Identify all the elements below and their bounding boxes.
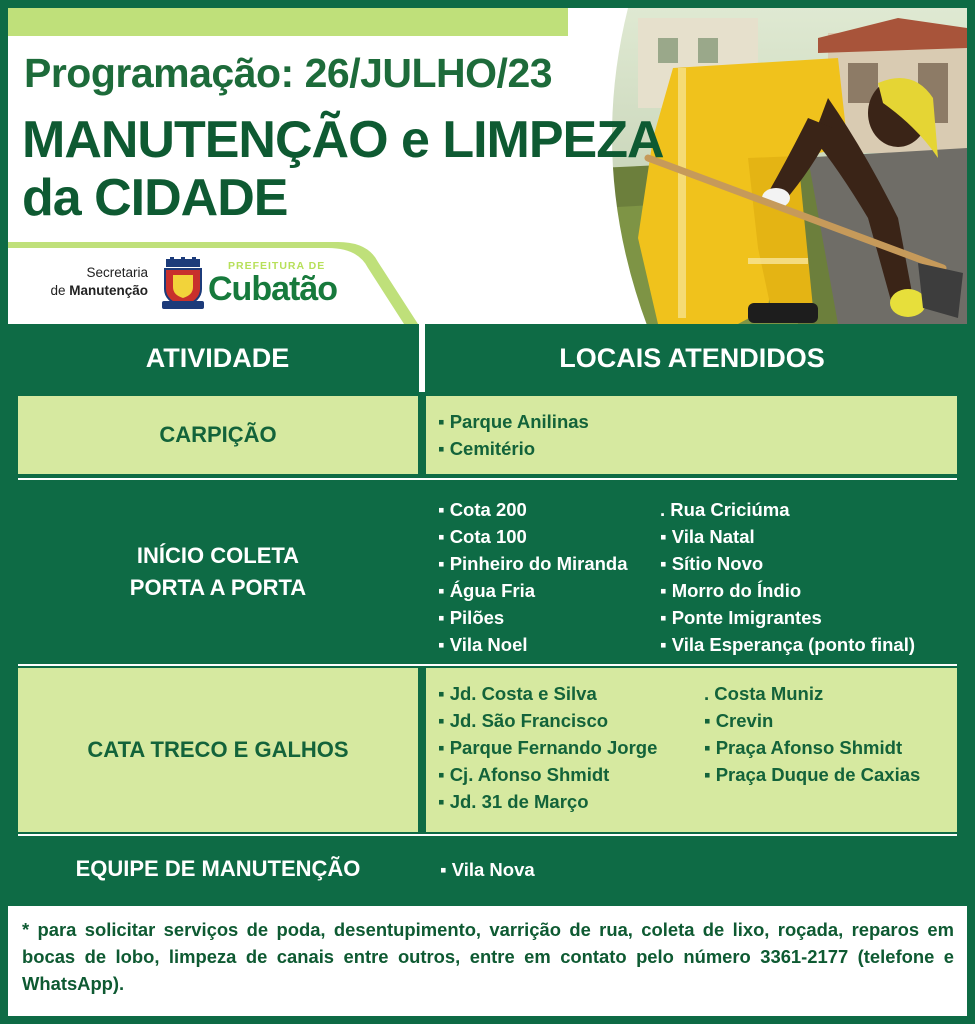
page-title-line2: da CIDADE <box>22 169 288 227</box>
list-item: ▪ Jd. 31 de Março <box>438 791 589 812</box>
row-divider <box>18 664 957 666</box>
list-item: ▪ Parque Anilinas <box>438 411 589 432</box>
activity-cell-coleta <box>18 482 418 662</box>
activity-cell-carpicao: CARPIÇÃO <box>18 396 418 474</box>
list-item: ▪ Praça Duque de Caxias <box>704 764 921 785</box>
list-item: ▪ Pinheiro do Miranda <box>438 553 628 574</box>
list-item: ▪ Sítio Novo <box>660 553 764 574</box>
city-crest-icon <box>160 257 206 311</box>
list-item: ▪ Pilões <box>438 607 505 628</box>
secretaria-line2 <box>38 282 148 300</box>
contact-note: * para solicitar serviços de poda, desentupimento, varrição de rua, coleta de lixo, roçada, reparos em bocas de lobo, limpeza de canais entre outros, entre em contato pelo número 3361-2177 (telefone e WhatsApp). <box>22 919 954 994</box>
list-item: . Rua Criciúma <box>660 499 790 520</box>
locations-cell-cata-treco <box>426 668 957 832</box>
secretaria-line1: Secretaria <box>86 265 148 280</box>
activity-line: PORTA A PORTA <box>129 575 307 600</box>
activity-cell-equipe: EQUIPE DE MANUTENÇÃO <box>18 838 418 900</box>
list-item: ▪ Parque Fernando Jorge <box>438 737 658 758</box>
page-title-line1: MANUTENÇÃO e LIMPEZA <box>22 111 664 169</box>
row-divider <box>18 478 957 480</box>
list-item: ▪ Vila Natal <box>660 526 755 547</box>
list-item: ▪ Jd. Costa e Silva <box>438 683 597 704</box>
activity-cell-cata-treco: CATA TRECO E GALHOS <box>18 668 418 832</box>
poster <box>8 8 967 1016</box>
list-item: ▪ Morro do Índio <box>660 580 802 601</box>
locations-cell-carpicao <box>426 396 957 474</box>
column-header-activity: ATIVIDADE <box>16 324 419 392</box>
list-item: ▪ Água Fria <box>438 580 536 601</box>
list-item: ▪ Cota 200 <box>438 499 527 520</box>
list-item: ▪ Vila Noel <box>438 634 528 655</box>
list-item: ▪ Cemitério <box>438 438 536 459</box>
list-item: ▪ Praça Afonso Shmidt <box>704 737 903 758</box>
secretaria-label <box>38 264 148 299</box>
activity-line: INÍCIO COLETA <box>136 543 300 569</box>
list-item: ▪ Crevin <box>704 710 774 731</box>
list-item: ▪ Cj. Afonso Shmidt <box>438 764 610 785</box>
list-item: ▪ Jd. São Francisco <box>438 710 609 731</box>
schedule-date: Programação: 26/JULHO/23 <box>24 50 553 96</box>
row-divider <box>18 834 957 836</box>
list-item: ▪ Ponte Imigrantes <box>660 607 822 628</box>
prefeitura-label: PREFEITURA DE <box>228 260 326 272</box>
list-item: ▪ Vila Esperança (ponto final) <box>660 634 915 655</box>
locations-cell-equipe <box>426 838 957 900</box>
list-item: . Costa Muniz <box>704 683 824 704</box>
city-name-logo: Cubatão <box>208 270 337 308</box>
list-item: ▪ Cota 100 <box>438 526 527 547</box>
locations-cell-coleta <box>426 482 957 662</box>
secretaria-name: Manutenção <box>69 282 148 298</box>
list-item: ▪ Vila Nova <box>440 859 535 880</box>
header-divider <box>419 324 425 392</box>
secretaria-prefix: de <box>50 282 70 298</box>
column-header-locations: LOCAIS ATENDIDOS <box>425 324 959 392</box>
